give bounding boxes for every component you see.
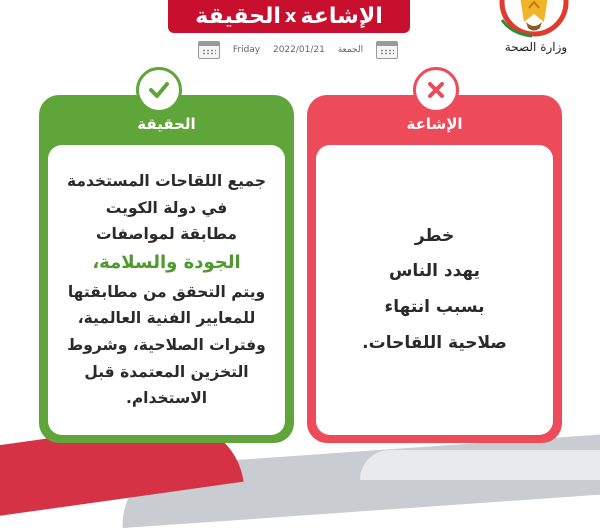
rumor-line: يهدد الناس [388,261,481,282]
cross-badge [413,67,459,113]
truth-line: في دولة الكويت [105,198,228,217]
rumor-card [307,95,562,443]
day-arabic: الجمعة [337,45,364,55]
rumor-line: خطر [414,225,455,246]
truth-line: ويتم التحقق من مطابقتها [67,282,266,301]
calendar-icon [376,41,398,59]
rumor-card-title: الإشاعة [406,115,463,133]
ministry-logo [498,0,570,40]
truth-card-title: الحقيقة [137,115,196,133]
truth-line: التخزين المعتمدة قبل [84,362,249,381]
rumor-line: صلاحية اللقاحات. [362,332,507,353]
rumor-line: بسبب انتهاء [384,297,485,317]
check-icon [146,77,172,103]
background-swoosh-light [360,450,600,480]
close-icon [424,78,448,102]
date-strip [198,38,398,62]
ministry-name: وزارة الصحة [504,40,568,54]
rumor-card-body [316,145,553,435]
truth-line: مطابقة لمواصفات [95,225,238,244]
rumor-text [362,219,507,362]
truth-card-body [48,145,285,435]
truth-line: للمعايير الفنية العالمية، [77,309,256,328]
banner-title-truth: الحقيقة [195,4,281,29]
truth-line: وفترات الصلاحية، وشروط [67,336,266,355]
truth-line: جميع اللقاحات المستخدمة [66,171,267,190]
check-badge [136,67,182,113]
day-english: Friday [232,45,261,55]
header-banner [168,0,410,33]
truth-line: الاستخدام. [125,389,208,408]
truth-text [67,168,266,412]
banner-title-rumor: الإشاعة [300,4,383,29]
truth-highlight: الجودة والسلامة، [92,251,241,273]
truth-card [39,95,294,443]
banner-title-x: x [284,6,297,27]
calendar-icon [198,41,220,59]
date-value: 2022/01/21 [272,45,325,55]
